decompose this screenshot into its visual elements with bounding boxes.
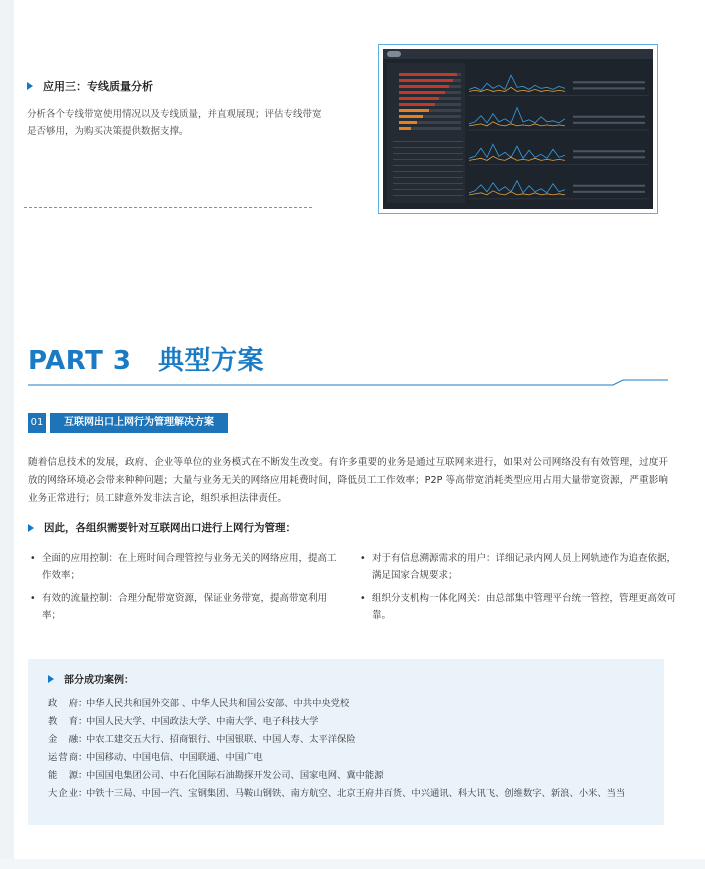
points-heading-text: 因此，各组织需要针对互联网出口进行上网行为管理： [44, 522, 296, 534]
screenshot-trend-lines [469, 63, 649, 205]
points-heading [28, 520, 296, 535]
case-row: 能源 ： 中国国电集团公司、中石化国际石油勘探开发公司、国家电网、冀中能源 [48, 768, 646, 784]
cases-heading-text: 部分成功案例： [64, 675, 134, 686]
case-row: 大企业 ： 中铁十三局、中国一汽、宝钢集团、马鞍山钢铁、南方航空、北京王府井百货、中兴通讯、科大讯飞、创维数字、新浪、小米、当当 [48, 786, 646, 802]
section-paragraph: 随着信息技术的发展，政府、企业等单位的业务模式在不断发生改变。有许多重要的业务是通过互联网来进行，如果对公司网络没有有效管理，过度开放的网络环境必会带来种种问题；大量与业务无关的网络应用耗费时间，降低员工工作效率；P2P 等高带宽消耗类型应用占用大量带宽资源，严重影响业务正常进行；员工肆意外发非法言论，组织承担法律责任。 [28, 457, 668, 504]
case-list: 中国移动、中国电信、中国联通、中国广电 [86, 752, 263, 763]
section-title: 互联网出口上网行为管理解决方案 [50, 413, 228, 433]
left-margin-strip [0, 0, 14, 869]
case-category: 能源 [48, 770, 78, 781]
screenshot-trend-panel [469, 63, 649, 205]
bottom-margin-strip [0, 859, 705, 869]
triangle-bullet-icon [48, 675, 54, 683]
screenshot-logo-icon [387, 51, 401, 57]
screenshot-topbar [383, 49, 653, 59]
case-list: 中国国电集团公司、中石化国际石油勘探开发公司、国家电网、冀中能源 [86, 770, 384, 781]
section-badge [28, 413, 228, 433]
case-list: 中农工建交五大行、招商银行、中国银联、中国人寿、太平洋保险 [86, 734, 356, 745]
dashed-divider [24, 207, 312, 208]
case-category: 教育 [48, 716, 78, 727]
dashboard-screenshot-image [383, 49, 653, 209]
case-row: 政府 ： 中华人民共和国外交部 、中华人民共和国公安部、中共中央党校 [48, 696, 646, 712]
case-category: 运营商 [48, 752, 78, 763]
part-title-underline [28, 378, 668, 386]
part-title: PART 3 典型方案 [28, 346, 265, 376]
bullet-item: • 对于有信息溯源需求的用户：详细记录内网人员上网轨迹作为追查依据，满足国家合规要求； [360, 550, 677, 584]
case-row: 运营商 ： 中国移动、中国电信、中国联通、中国广电 [48, 750, 646, 766]
case-list: 中华人民共和国外交部 、中华人民共和国公安部、中共中央党校 [86, 698, 350, 709]
dashboard-screenshot [378, 44, 658, 214]
case-list: 中国人民大学、中国政法大学、中南大学、电子科技大学 [86, 716, 319, 727]
triangle-bullet-icon [27, 82, 33, 90]
case-category: 大企业 [48, 788, 78, 799]
bullet-item: • 全面的应用控制：在上班时间合理管控与业务无关的网络应用，提高工作效率； [30, 550, 342, 584]
case-category: 金融 [48, 734, 78, 745]
app3-heading-text: 应用三：专线质量分析 [43, 80, 153, 93]
case-category: 政府 [48, 698, 78, 709]
success-cases-box [28, 659, 664, 825]
app3-heading [27, 78, 153, 94]
cases-heading [48, 671, 134, 686]
section-number: 01 [28, 413, 46, 433]
screenshot-ranking-panel [387, 63, 465, 203]
case-row: 金融 ： 中农工建交五大行、招商银行、中国银联、中国人寿、太平洋保险 [48, 732, 646, 748]
app3-description: 分析各个专线带宽使用情况以及专线质量，并直观展现；评估专线带宽是否够用，为购买决策提供数据支撑。 [27, 109, 322, 137]
bullet-item: • 组织分支机构一体化网关：由总部集中管理平台统一管控，管理更高效可靠。 [360, 590, 677, 624]
case-row: 教育 ： 中国人民大学、中国政法大学、中南大学、电子科技大学 [48, 714, 646, 730]
case-list: 中铁十三局、中国一汽、宝钢集团、马鞍山钢铁、南方航空、北京王府井百货、中兴通讯、科大讯飞、创维数字、新浪、小米、当当 [86, 788, 626, 799]
bullet-item: • 有效的流量控制：合理分配带宽资源，保证业务带宽，提高带宽利用率； [30, 590, 342, 624]
triangle-bullet-icon [28, 524, 34, 532]
